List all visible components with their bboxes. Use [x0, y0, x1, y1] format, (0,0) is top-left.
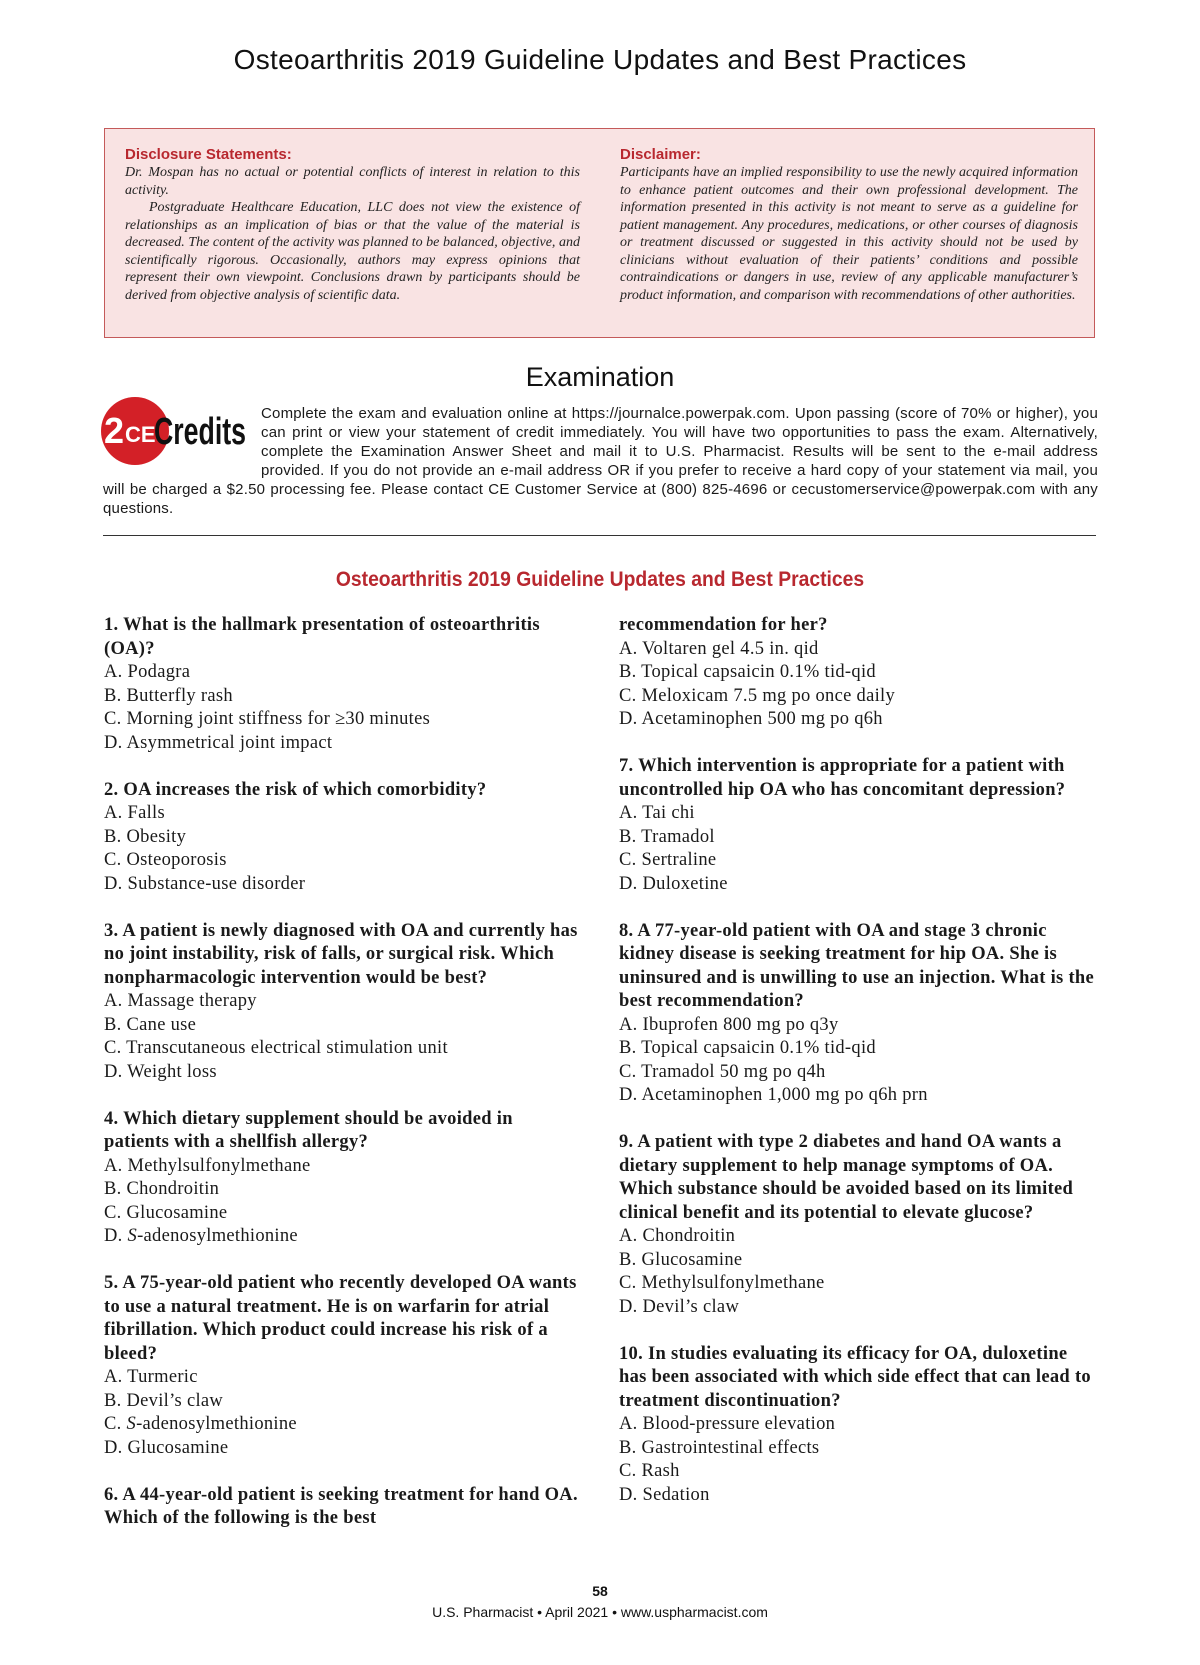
question-6	[104, 1484, 579, 1531]
answer-option: A. Podagra	[104, 662, 191, 682]
questions-column-right	[619, 614, 1097, 1507]
answer-option: B. Glucosamine	[619, 1249, 743, 1270]
answer-option: D. Acetaminophen 1,000 mg po q6h prn	[619, 1085, 928, 1105]
question-text: 1. What is the hallmark presentation of osteoarthritis (OA)?	[104, 615, 540, 659]
answer-option: A. Blood-pressure elevation	[619, 1414, 836, 1434]
answer-option: B. Chondroitin	[104, 1179, 220, 1199]
question-text: 3. A patient is newly diagnosed with OA and currently has no joint instability, risk of falls, or surgical risk. Which nonpharmacologic intervention would be best?	[104, 920, 578, 988]
question-4	[104, 1108, 579, 1249]
question-text: 10. In studies evaluating its efficacy for OA, duloxetine has been associated with which side effect that can lead to treatment discontinuation?	[619, 1343, 1091, 1411]
question-text: 8. A 77-year-old patient with OA and stage 3 chronic kidney disease is seeking treatment for hip OA. She is uninsured and is unwilling to use an injection. What is the best recommendation?	[619, 920, 1095, 1011]
question-6-continued	[619, 614, 1097, 732]
answer-option: D. Duloxetine	[619, 873, 728, 894]
question-text: 2. OA increases the risk of which comorbidity?	[104, 779, 487, 800]
page-number: 58	[592, 1583, 608, 1599]
answer-option: B. Gastrointestinal effects	[619, 1437, 820, 1458]
answer-option: C. Morning joint stiffness for ≥30 minutes	[104, 709, 431, 729]
question-text: 6. A 44-year-old patient is seeking treatment for hand OA. Which of the following is the best	[104, 1484, 578, 1528]
answer-option: C. Methylsulfonylmethane	[619, 1273, 825, 1293]
disclosure-paragraph: Postgraduate Healthcare Education, LLC does not view the existence of relationships as an implication of bias or that the value of the material is decreased. The content of the activity was planned to be balanced, objective, and scientifically rigorous. Occasionally, authors may express opinions that represent their own viewpoint. Conclusions drawn by participants should be derived from objective analysis of scientific data.	[125, 200, 580, 303]
answer-option: B. Cane use	[104, 1014, 197, 1035]
question-7	[619, 755, 1097, 896]
answer-option: D. S-adenosylmethionine	[104, 1226, 298, 1246]
ce-badge-number: 2	[104, 410, 125, 451]
questions-column-left	[104, 614, 579, 1531]
question-text: 9. A patient with type 2 diabetes and hand OA wants a dietary supplement to help manage symptoms of OA. Which substance should be avoided based on its limited clinical benefit and its potential to elevate glucose?	[619, 1132, 1074, 1223]
disclosure-box	[104, 128, 1095, 338]
answer-option: C. Tramadol 50 mg po q4h	[619, 1061, 826, 1082]
disclosure-statements	[125, 147, 580, 304]
question-text: 5. A 75-year-old patient who recently developed OA wants to use a natural treatment. He is on warfarin for atrial fibrillation. Which product could increase his risk of a bleed?	[104, 1273, 577, 1364]
answer-option: A. Falls	[104, 803, 165, 823]
answer-option: B. Tramadol	[619, 826, 715, 847]
answer-option: B. Devil’s claw	[104, 1390, 224, 1411]
answer-option: D. Weight loss	[104, 1061, 217, 1082]
question-10	[619, 1343, 1097, 1508]
answer-option: D. Substance-use disorder	[104, 873, 306, 894]
page-title: Osteoarthritis 2019 Guideline Updates and Best Practices	[233, 44, 967, 75]
answer-option: D. Glucosamine	[104, 1437, 229, 1458]
disclaimer-paragraph: Participants have an implied responsibility to use the newly acquired information to enhance patient outcomes and their own professional development. The information presented in this activity is not meant to serve as a guideline for patient management. Any procedures, medications, or other courses of diagnosis or treatment discussed or suggested in this activity should not be used by clinicians without evaluation of their patients’ conditions and possible contraindications or dangers in use, review of any applicable manufacturer’s product information, and comparison with recommendations of other authorities.	[620, 165, 1078, 303]
answer-option: B. Topical capsaicin 0.1% tid-qid	[619, 662, 876, 682]
ce-badge-credits: Credits	[154, 411, 246, 453]
answer-option: A. Turmeric	[104, 1367, 198, 1387]
question-9	[619, 1131, 1097, 1319]
answer-option: C. S-adenosylmethionine	[104, 1414, 297, 1434]
examination-text: Complete the exam and evaluation online at https://journalce.powerpak.com. Upon passing (score of 70% or higher), you can print or view your statement of credit immediately. You will have two opportunities to pass the exam. Alternatively, complete the Examination Answer Sheet and mail it to U.S. Pharmacist. Results will be sent to the e-mail address provided. If you do not provide an e-mail address OR if you prefer to receive a hard copy of your statement via mail, you will be charged a $2.50 processing fee. Please contact CE Customer Service at (800) 825-4696 or cecustomerservice@powerpak.com with any questions.	[103, 405, 1098, 517]
disclosure-heading: Disclosure Statements:	[125, 146, 292, 163]
answer-option: A. Tai chi	[619, 803, 695, 823]
question-2	[104, 779, 579, 897]
answer-option: A. Chondroitin	[619, 1226, 736, 1246]
answer-option: D. Devil’s claw	[619, 1296, 740, 1317]
footer-publication: U.S. Pharmacist • April 2021 • www.uspharmacist.com	[432, 1604, 768, 1620]
disclosure-paragraph: Dr. Mospan has no actual or potential conflicts of interest in relation to this activity.	[125, 165, 580, 198]
question-text: 4. Which dietary supplement should be avoided in patients with a shellfish allergy?	[104, 1108, 513, 1152]
question-3	[104, 920, 579, 1085]
question-5	[104, 1272, 579, 1460]
answer-option: C. Glucosamine	[104, 1202, 228, 1223]
answer-option: D. Sedation	[619, 1484, 710, 1505]
examination-instructions	[103, 404, 1098, 518]
question-text: recommendation for her?	[619, 615, 828, 635]
answer-option: D. Acetaminophen 500 mg po q6h	[619, 709, 883, 729]
question-1	[104, 614, 579, 755]
answer-option: C. Osteoporosis	[104, 850, 227, 870]
answer-option: B. Obesity	[104, 826, 187, 847]
answer-option: A. Methylsulfonylmethane	[104, 1155, 311, 1176]
examination-heading: Examination	[525, 362, 675, 392]
answer-option: C. Sertraline	[619, 850, 717, 870]
answer-option: A. Voltaren gel 4.5 in. qid	[619, 638, 819, 659]
question-8	[619, 920, 1097, 1108]
answer-option: A. Massage therapy	[104, 991, 257, 1011]
ce-badge-ce: CE	[125, 422, 156, 447]
quiz-title: Osteoarthritis 2019 Guideline Updates and Best Practices	[335, 568, 865, 591]
answer-option: C. Meloxicam 7.5 mg po once daily	[619, 685, 896, 706]
answer-option: C. Rash	[619, 1461, 680, 1481]
answer-option: C. Transcutaneous electrical stimulation unit	[104, 1038, 448, 1058]
answer-option: B. Butterfly rash	[104, 685, 233, 706]
answer-option: A. Ibuprofen 800 mg po q3y	[619, 1014, 839, 1035]
answer-option: D. Asymmetrical joint impact	[104, 732, 333, 753]
section-divider	[103, 535, 1096, 536]
disclaimer	[620, 147, 1078, 304]
disclaimer-heading: Disclaimer:	[620, 146, 701, 163]
answer-option: B. Topical capsaicin 0.1% tid-qid	[619, 1038, 876, 1058]
question-text: 7. Which intervention is appropriate for a patient with uncontrolled hip OA who has concomitant depression?	[619, 756, 1066, 800]
